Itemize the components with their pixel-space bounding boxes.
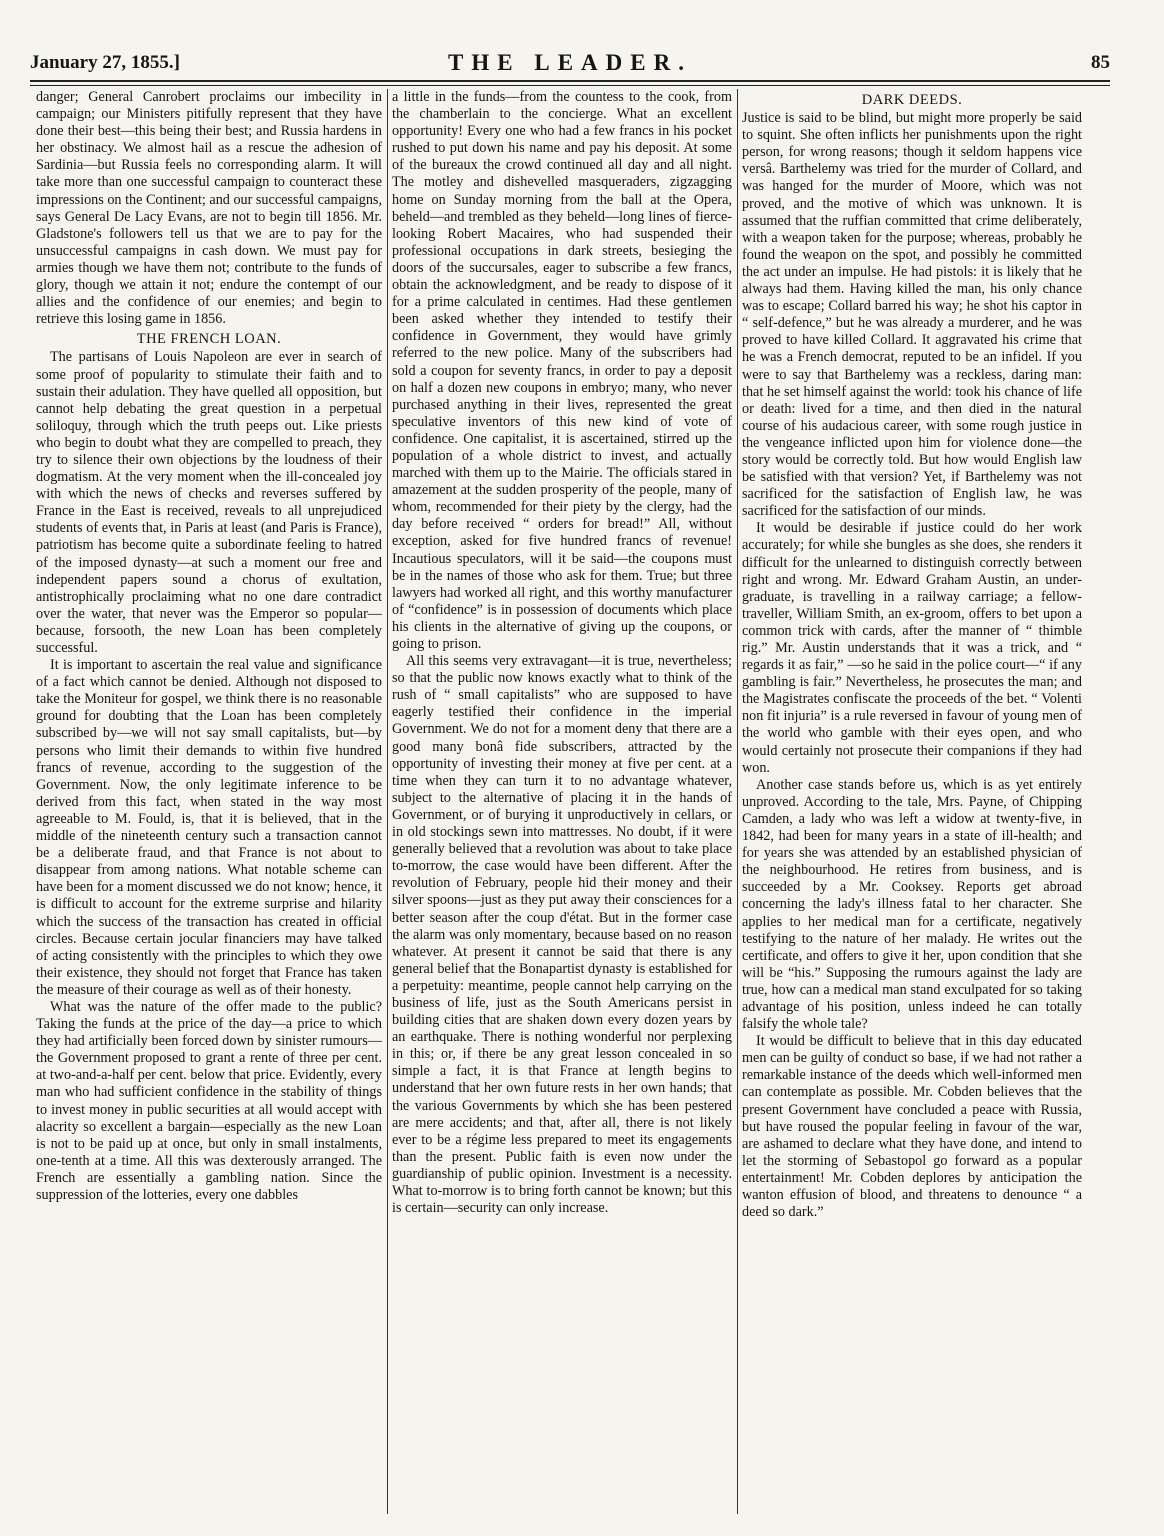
article-paragraph: All this seems very extravagant—it is true, nevertheless; so that the public now knows exactly what to think of the rush of “ small capitalists” who are supposed to have eagerly testified their confidence in the imperial Government. We do not for a moment deny that there are a good many bonâ fide subscribers, attracted by the opportunity of investing their money at five per cent. at a time when they can turn it to no advantage whatever, subject to the alternative of placing it in the hands of Government, or of burying it unproductively in cellars, or in old stockings sewn into mattresses. No doubt, if it were generally believed that a revolution was about to take place to-morrow, the case would have been different. After the revolution of February, people hid their money and their silver spoons—just as they put away their consciences for a better season after the coup d'état. But in the former case the alarm was only momentary, because based on no reason whatever. At present it cannot be said that there is any general belief that the Bonapartist dynasty is established for a perpetuity: meantime, people cannot help carrying on the business of life, just as the South Americans persist in building cities that are shaken down every dozen years by an earthquake. There is nothing wonderful nor perplexing in this; or, if there be any great lesson concealed in so simple a fact, it is that France at length begins to understand that her own future rests in her own hands; that the various Governments by which she has been pestered are mere accidents; and that, after all, there is not likely ever to be a régime less prepared to meet its engagements than the present. Public faith is even now under the guardianship of public opinion. Investment is a necessity. What to-morrow is to bring forth cannot be known; but this is certain—security can only increase. — [392, 653, 732, 1217]
article-column-1 — [36, 89, 382, 1514]
newspaper-title: THE LEADER. — [448, 50, 692, 75]
issue-date: January 27, 1855.] — [30, 52, 180, 73]
article-heading-french-loan: THE FRENCH LOAN. — [136, 331, 282, 348]
masthead — [30, 50, 1110, 80]
continued-paragraph: danger; General Canrobert proclaims our imbecility in campaign; our Ministers pitifully represent that they have done their best—this being their best; and Russia hardens in her obstinacy. We almost hail as a rescue the adhesion of Sardinia—but Russia feels no corresponding alarm. It will take more than one successful campaign to counteract these impressions on the Continent; and our successful campaigns, says General De Lacy Evans, are not to begin till 1856. Mr. Gladstone's followers tell us that we are to pay for the unsuccessful campaigns in cash down. We must pay for armies though we have them not; contribute to the funds of glory, though we attain it not; endure the contempt of our allies and the confidence of our enemies; and begin to retrieve this losing game in 1856. — [36, 89, 382, 328]
article-column-2 — [392, 89, 732, 1514]
column-divider — [737, 89, 738, 1514]
article-paragraph: It would be desirable if justice could do her work accurately; for while she bungles as she does, she renders it difficult for the unlearned to distinguish correctly between right and wrong. Mr. Edward Graham Austin, an under-graduate, is travelling in a railway carriage; a fellow-traveller, William Smith, an ex-groom, offers to bet upon a common trick with cards, after the manner of “ thimble rig.” Mr. Austin understands that it was a trick, and “ regards it as fair,” —so he said in the police court—“ if any gambling is fair.” Nevertheless, he prosecutes the man; and the Magistrates confiscate the proceeds of the bet. “ Volenti non fit injuria” is a rule reversed in favour of young men of the world who gamble with their eyes open, and who would certainly not prosecute their companions if they had won. — [742, 520, 1082, 776]
article-paragraph: It is important to ascertain the real value and significance of a fact which cannot be denied. Although not disposed to take the Moniteur for gospel, we think there is no reasonable ground for doubting that the Loan has been completely subscribed by—we will not say small capitalists, but—by persons who limit their demands to within five hundred francs of revenue, according to the suggestion of the Government. Now, the only legitimate inference to be derived from this fact, when stated in the way most agreeable to M. Fould, is, that it is believed, that in the middle of the nineteenth century such a transaction cannot be a deliberate fraud, and that France is not about to disappear from among nations. What notable scheme can have been for a moment discussed we do not know; hence, it is difficult to account for the extreme surprise and hilarity which the success of the transaction has created in official circles. Because certain jocular financiers may have talked of acting consistently with the principles to which they owe their existence, they should not forget that France has taken the measure of their courage as well as of their honesty. — [36, 657, 382, 998]
article-heading-dark-deeds: DARK DEEDS. — [861, 92, 963, 108]
article-paragraph: Another case stands before us, which is as yet entirely unproved. According to the tale, Mrs. Payne, of Chipping Camden, a lady who was left a widow at twenty-five, in 1842, had been for many years in a state of ill-health; and for years she was attended by an established physician of the neighbourhood. He retires from business, and is succeeded by a Mr. Cooksey. Reports get abroad concerning the lady's illness fatal to her character. She applies to her medical man for a certificate, negatively testifying to the nature of her malady. He writes out the certificate, and offers to give it her, upon condition that she will be “his.” Supposing the rumours against the lady are true, how can a medical man stand exculpated for so taking advantage of his position, unless indeed he can totally falsify the whole tale? — [742, 776, 1082, 1033]
page-number: 85 — [1091, 52, 1110, 73]
article-paragraph: What was the nature of the offer made to the public? Taking the funds at the price of the day—a price to which they had artificially been forced down by sinister rumours—the Government proposed to grant a rente of three per cent. at two-and-a-half per cent. below that price. Evidently, every man who had sufficient confidence in the stability of things to invest money in public securities at all would accept with alacrity so excellent a bargain—especially as the new Loan is not to be paid up at once, but only in small instalments, one-tenth at a time. All this was dexterously arranged. The French are essentially a gambling nation. Since the suppression of the lotteries, every one dabbles — [36, 998, 382, 1203]
masthead-rule-thin — [30, 85, 1110, 86]
column-divider — [387, 89, 388, 1514]
continued-paragraph: a little in the funds—from the countess to the cook, from the chamberlain to the concierge. What an excellent opportunity! Every one who had a few francs in his pocket rushed to put down his name and pay his deposit. At some of the bureaux the crowd continued all day and all night. The motley and dishevelled masqueraders, zigzagging home on Sunday morning from the ball at the Opera, beheld—and trembled as they beheld—long lines of fierce-looking Robert Macaires, who had suspended their professional occupations in dark streets, besieging the doors of the succursales, eager to subscribe a few francs, obtain the acknowledgment, and be ready to dispose of it for a prime calculated in centimes. Had these gentlemen been asked whether they intended to testify their confidence in Government, they would have grimly referred to the new police. Many of the subscribers had sold a coupon for seventy francs, in order to pay a deposit on half a dozen new coupons in embryo; many, who never purchased anything in their lives, represented the great speculative inventors of this new kind of vote of confidence. One capitalist, it is ascertained, stirred up the population of a whole district to invest, and actually marched with them up to the Mairie. The officials stared in amazement at the sudden prosperity of the people, many of whom, recommended for their piety by the clergy, had the day before received “ orders for bread!” All, without exception, asked for five hundred francs of revenue! Incautious speculators, will it be said—the coupons must be in the names of those who ask for them. True; but three lawyers had worked all right, and this worthy manufacturer of “confidence” is in possession of documents which place his clients in the alternative of giving up the coupons, or going to prison. — [392, 89, 732, 652]
article-paragraph: The partisans of Louis Napoleon are ever in search of some proof of popularity to stimulate their faith and to sustain their adulation. They have quelled all opposition, but cannot help debating the great question in a perpetual soliloquy, through which the truth peeps out. Like priests who begin to doubt what they are compelled to preach, they try to silence their own objections by the loudness of their dogmatism. At the very moment when the ill-concealed joy with which the news of checks and reverses suffered by France in the East is received, reveals to all unprejudiced students of events that, in Paris at least (and Paris is France), patriotism has become quite a subordinate feeling to hatred of the imposed dynasty—at such a moment our free and independent papers sound a chorus of exultation, antistrophically proclaiming what no one dare contradict over the water, that never was the Emperor so popular—because, forsooth, the new Loan has been completely successful. — [36, 349, 382, 656]
masthead-rule-thick — [30, 80, 1110, 82]
article-paragraph: It would be difficult to believe that in this day educated men can be guilty of conduct so base, if we had not rather a remarkable instance of the deeds which well-informed men can contemplate as possible. Mr. Cobden believes that the present Government have concluded a peace with Russia, but have roused the popular feeling in favour of the war, are ashamed to declare what they have done, and intend to let the storming of Sebastopol go forward as a popular entertainment! Mr. Cobden deplores by anticipation the wanton effusion of blood, and threatens to denounce “ a deed so dark.” — [742, 1033, 1082, 1221]
article-paragraph: Justice is said to be blind, but might more properly be said to squint. She often inflicts her punishments upon the right person, for wrong reasons; though it seldom happens vice versâ. Barthelemy was tried for the murder of Collard, and was hanged for the murder of Moore, which was not proved, and the motive of which was unknown. It is assumed that the ruffian committed that crime deliberately, with a weapon taken for the purpose; whereas, probably he found the weapon on the spot, and possibly he committed the act under an impulse. He had pistols: it is likely that he always had them. Having killed the man, his only chance was to escape; Collard barred his way; he shot his captor in “ self-defence,” but he was already a murderer, and he was proved to have killed Collard. It aggravated his crime that he was a French democrat, reputed to be an infidel. If you were to say that Barthelemy was a reckless, daring man: that he set himself against the world: took his chance of life or death: lived for a time, and then died in the natural course of his audacious career, with some rough justice in the vengeance inflicted upon him for violence done—the story would be correctly told. But how would English law be satisfied with that version? Yet, if Barthelemy was not sacrificed for the satisfaction of English law, he was sacrificed for the satisfaction of our minds. — [742, 110, 1082, 520]
article-column-3 — [742, 89, 1082, 1514]
